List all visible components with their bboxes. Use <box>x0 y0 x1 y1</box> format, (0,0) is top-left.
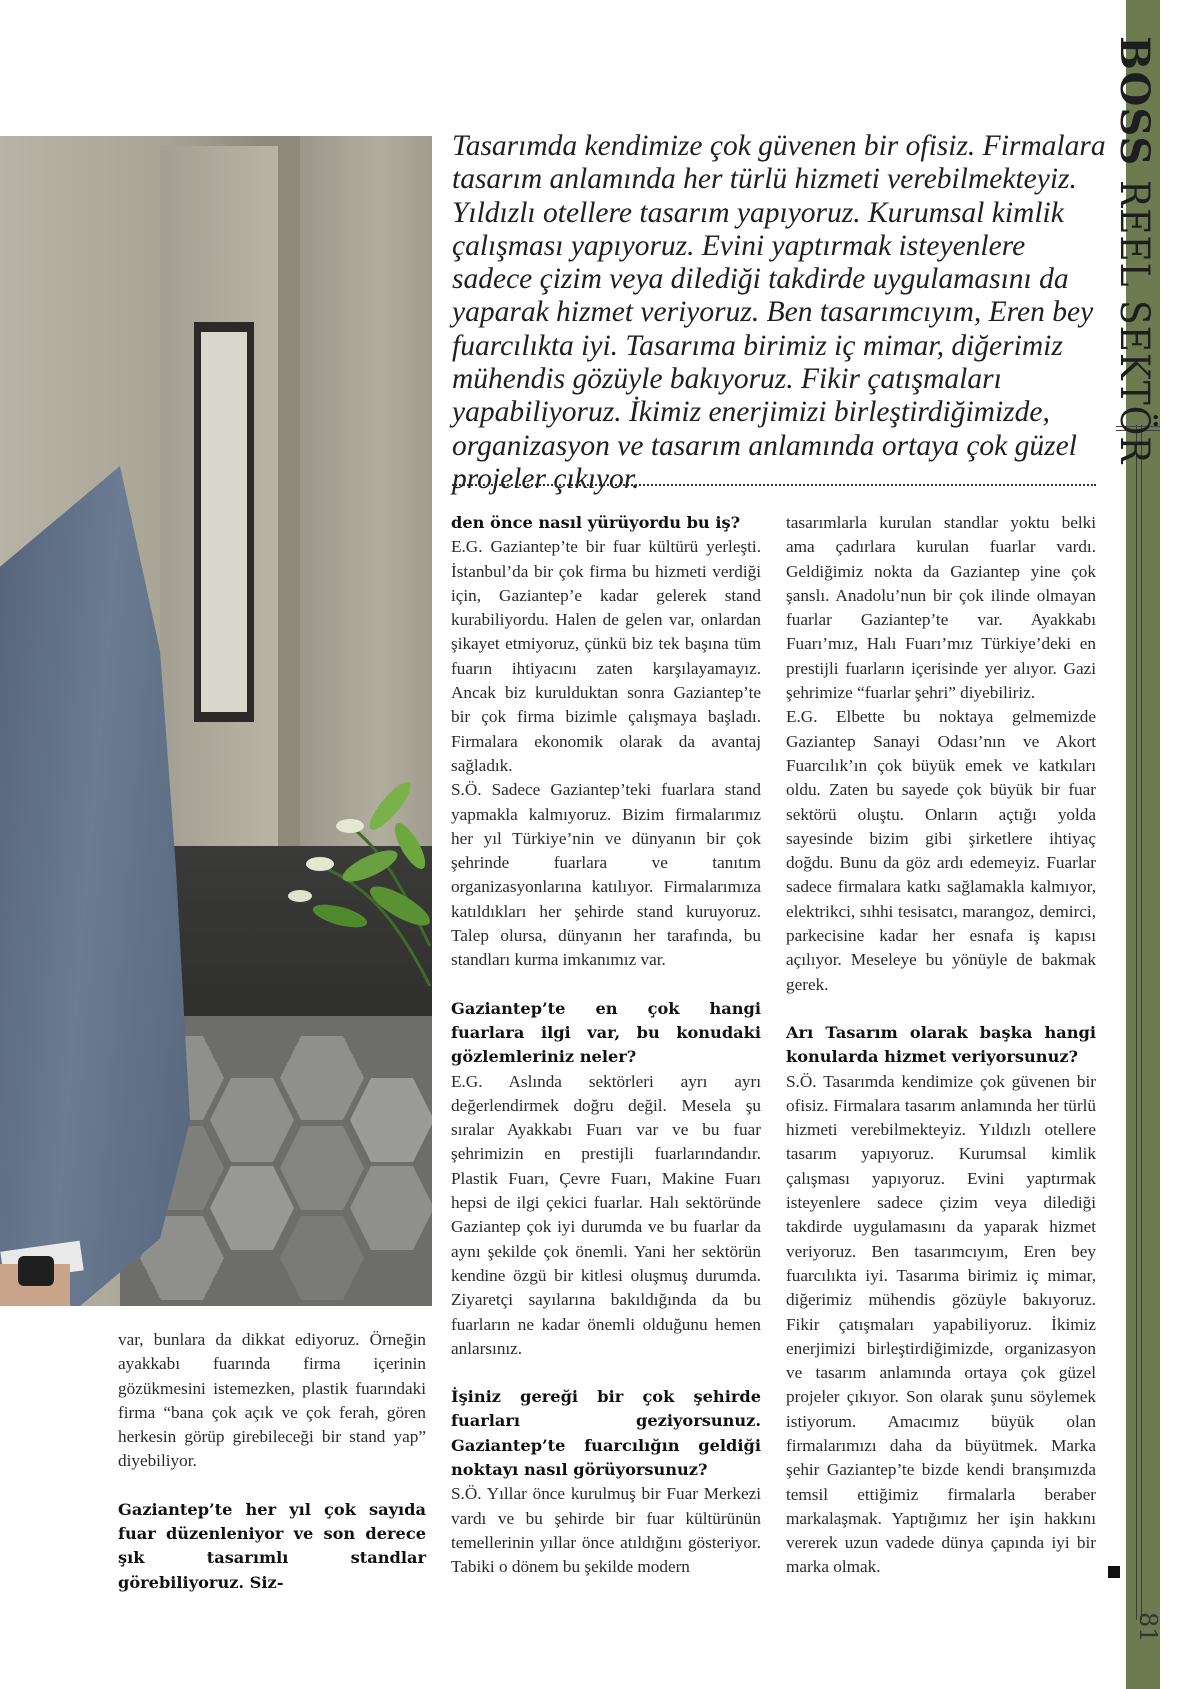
magazine-brand: BOSS <box>1111 36 1158 167</box>
body-paragraph: tasarımlarla kurulan standlar yoktu belki ama çadırlara kurulan fuarlar vardı. Geldiğimiz nokta da Gaziantep yine çok şanslı. Anadolu’nun bir çok ilinde olmayan fuarlar Gaziantep’te var. Ayakkabı Fuarı’mız, Halı Fuarı’mız Türkiye’deki en prestijli fuarların içerisinde yer alıyor. Gazi şehrimize “fuarlar şehri” diyebiliriz. <box>786 513 1096 703</box>
body-paragraph: E.G. Aslında sektörleri ayrı ayrı değerlendirmek doğru değil. Mesela şu sıralar Ayakkabı Fuarı var ve bu fuar şehrimizin en prestijli fuarlarındandır. Plastik Fuarı, Çevre Fuarı, Makine Fuarı hepsi de ilgi çekici fuarlar. Halı sektöründe Gaziantep çok iyi durumda ve bu fuarlar da aynı şekilde çok önemli. Yani her sektörün kendine özgü bir kitlesi oluşmuş durumda. Ziyaretçi sayılarına bakıldığında da bu fuarların ne kadar önemli olduğunu hemen anlarsınız. <box>451 1071 761 1358</box>
photo-plant <box>280 746 432 986</box>
article-end-mark <box>1108 1566 1120 1578</box>
interview-question: den önce nasıl yürüyordu bu iş? <box>451 513 741 532</box>
interview-photo <box>0 136 432 1306</box>
body-paragraph: S.Ö. Sadece Gaziantep’teki fuarlara stand yapmakla kalmıyoruz. Bizim firmalarımız her yıl Türkiye’nin ve dünyanın bir çok şehrinde fuarlara ve tanıtım organizasyonlarına katılıyor. Firmalarımıza katıldıkları her şehirde stand kuruyoruz. Talep olursa, dünyanın her tarafında, bu standları kurma imkanımız var. <box>451 780 761 970</box>
article-column-3 <box>786 511 1096 1580</box>
photo-wristwatch <box>18 1256 54 1286</box>
interview-question: Gaziantep’te her yıl çok sayıda fuar düzenleniyor ve son derece şık tasarımlı standlar görebiliyoruz. Siz- <box>118 1499 426 1592</box>
pull-quote: Tasarımda kendimize çok güvenen bir ofisiz. Firmalara tasarım anlamında her türlü hizmeti verebilmekteyiz. Yıldızlı otellere tasarım yapıyoruz. Kurumsal kimlik çalışması yapıyoruz. Evini yaptırmak isteyenlere sadece çizim veya dilediği takdirde uygulamasını da yaparak hizmet veriyoruz. Ben tasarımcıyım, Eren bey fuarcılıkta iyi. Tasarıma birimiz iç mimar, diğerimiz mühendis gözüyle bakıyoruz. Fikir çatışmaları yapabiliyoruz. İkimiz enerjimizi birleştirdiğimizde, organizasyon ve tasarım anlamında ortaya çok güzel projeler çıkıyor. <box>452 130 1106 495</box>
body-paragraph: var, bunlara da dikkat ediyoruz. Örneğin ayakkabı fuarında firma içerinin gözükmesini istemezken, plastik fuarındaki firma “bana çok açık ve çok ferah, gören herkesin görüp girebileceği bir stand yap” diyebiliyor. <box>118 1330 426 1471</box>
interview-question: Arı Tasarım olarak başka hangi konularda hizmet veriyorsunuz? <box>786 1022 1096 1067</box>
body-paragraph: E.G. Elbette bu noktaya gelmemizde Gaziantep Sanayi Odası’nın ve Akort Fuarcılık’ın çok büyük emek ve katkıları oldu. Zaten bu sayede çok büyük bir fuar sektörü oluştu. Onların açtığı yolda sayesinde bizim gibi şirketlere ihtiyaç doğdu. Bunu da göz ardı edemeyiz. Fuarlar sadece firmalara katkı sağlamakla kalmıyor, elektrikci, sıhhi tesisatcı, marangoz, demirci, parkecisine kadar her esnafa iş kapısı açılıyor. Meseleye bu yönüyle de bakmak gerek. <box>786 707 1096 994</box>
page-number: 81 <box>1134 1612 1162 1643</box>
interview-question: Gaziantep’te en çok hangi fuarlara ilgi var, bu konudaki gözlemleriniz neler? <box>451 998 761 1067</box>
pull-quote-divider <box>452 484 1096 486</box>
photo-wall-frame-inner <box>201 332 247 712</box>
sidebar-rule-line <box>1141 425 1142 1620</box>
section-name: REEL SEKTÖR <box>1111 180 1157 465</box>
body-paragraph: S.Ö. Yıllar önce kurulmuş bir Fuar Merkezi vardı ve bu şehirde bir fuar kültürünün temellerinin yıllar önce atıldığını gösteriyor. Tabiki o dönem bu şekilde modern <box>451 1484 761 1577</box>
body-paragraph: E.G. Gaziantep’te bir fuar kültürü yerleşti. İstanbul’da bir çok firma bu hizmeti verdiği için, Gaziantep’e kadar gelerek stand kurabiliyordu. Halen de gelen var, onlardan şikayet etmiyoruz, çünkü biz tek başına tüm fuarın ihtiyacını zaten karşılayamayız. Ancak biz kurulduktan sonra Gaziantep’te bir çok firma bizimle çalışmaya başladı. Firmalara ekonomik olarak da avantaj sağladık. <box>451 537 761 775</box>
interview-question: İşiniz gereği bir çok şehirde fuarları geziyorsunuz. Gaziantep’te fuarcılığın geldiği noktayı nasıl görüyorsunuz? <box>451 1387 761 1479</box>
body-paragraph: S.Ö. Tasarımda kendimize çok güvenen bir ofisiz. Firmalara tasarım anlamında her türlü hizmeti verebilmekteyiz. Yıldızlı otellere tasarım yapıyoruz. Kurumsal kimlik çalışması yapıyoruz. Evini yaptırmak isteyenlere sadece çizim veya dilediği takdirde uygulamasını da yaparak hizmet veriyoruz. Ben tasarımcıyım, Eren bey fuarcılıkta iyi. Tasarıma birimiz iç mimar, diğerimiz mühendis gözüyle bakıyoruz. Fikir çatışmaları yapabiliyoruz. İkimiz enerjimizi birleştirdiğimizde, organizasyon ve tasarım anlamında ortaya çok güzel projeler çıkıyor. Son olarak şunu söylemek istiyorum. Amacımız büyük olan firmalarımızı daha da büyütmek. Marka şehir Gaziantep’te bizde kendi branşımızda temsil ettiğimiz firmalarla beraber markalaşmak. Yaptığımız her işin hakkını vererek uzun vadede dünya çapında iyi bir marka olmak. <box>786 1071 1096 1577</box>
section-header <box>1104 36 1164 465</box>
article-column-2 <box>451 511 761 1579</box>
article-column-1 <box>118 1328 426 1595</box>
sidebar-rule-line <box>1136 425 1137 1620</box>
